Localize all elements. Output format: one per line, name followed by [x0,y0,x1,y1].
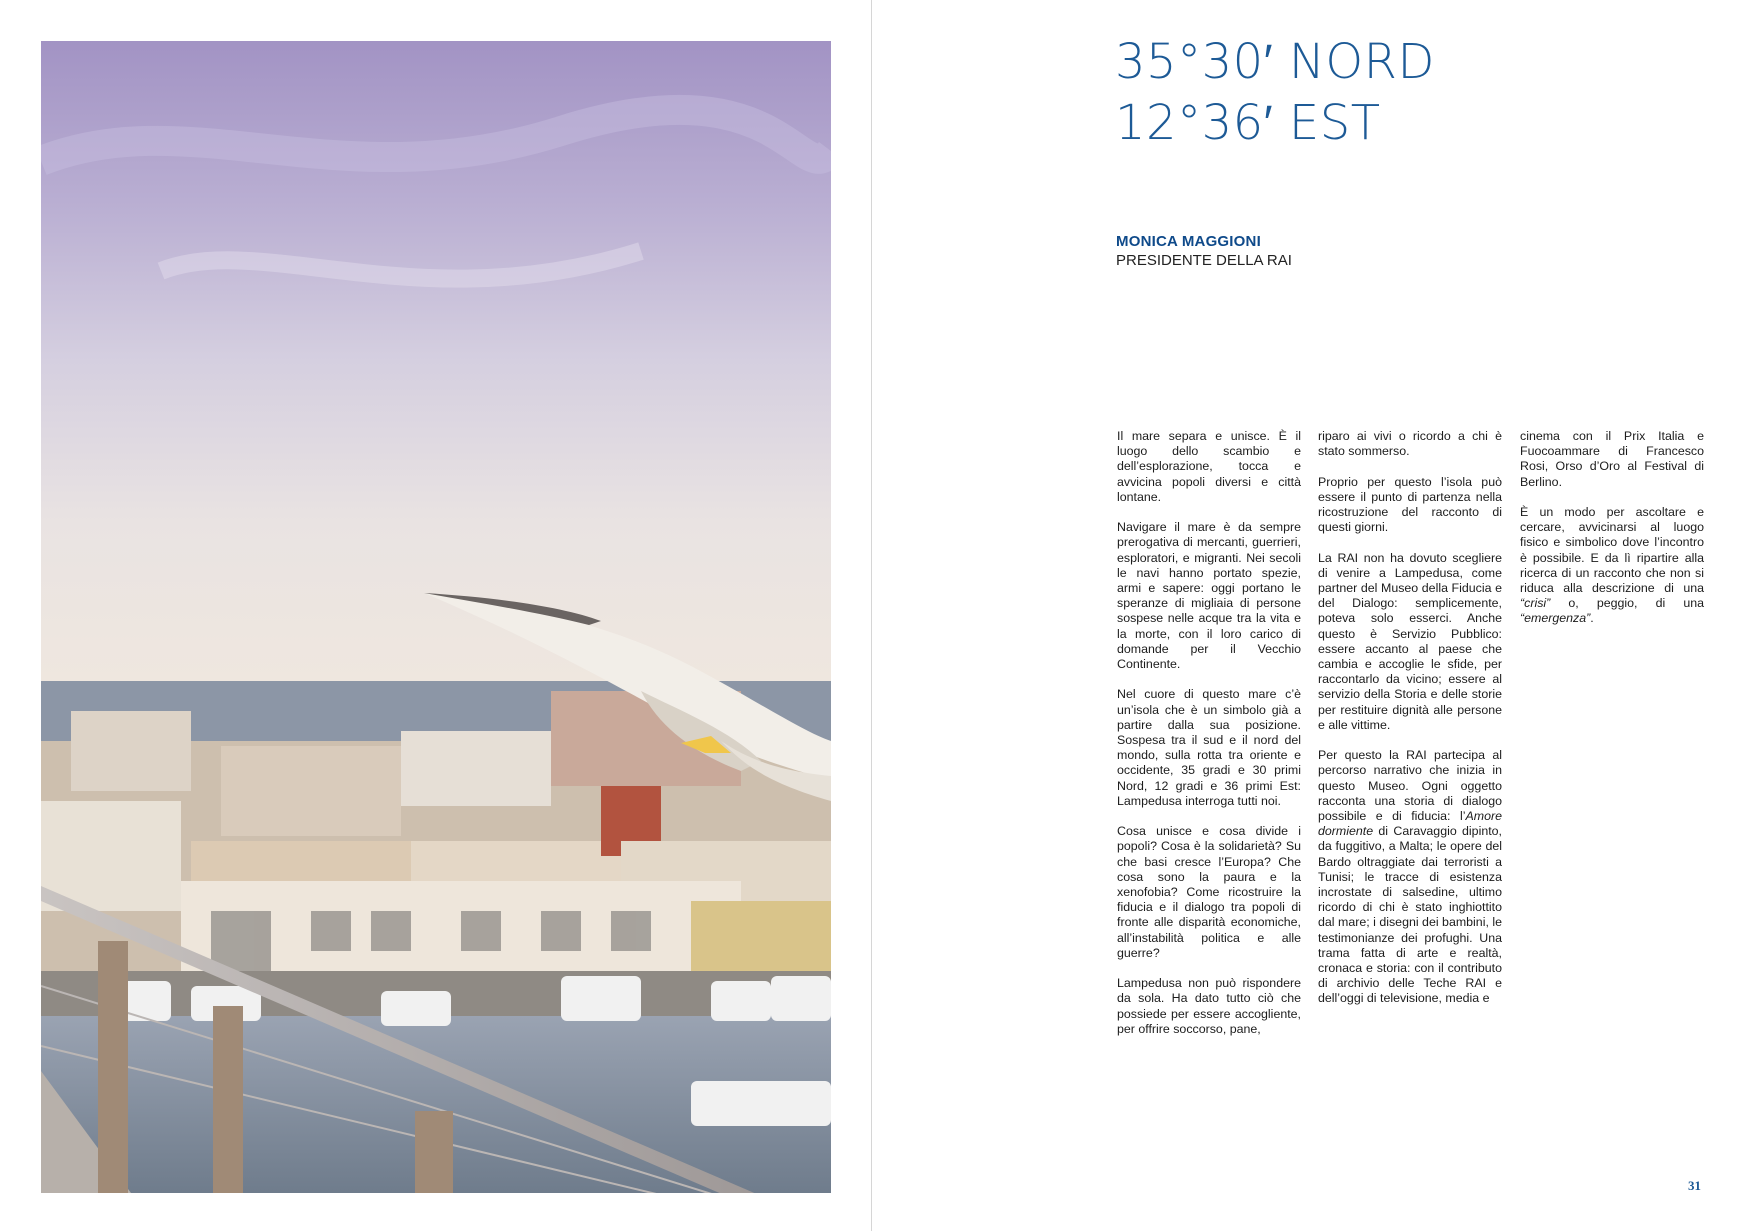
paragraph [1318,748,1502,1006]
paragraph: Cosa unisce e cosa divide i popoli? Cosa è la solidarietà? Su che basi cresce l’Europa? Che cosa sono la paura e la xenofobia? Come ricostruire la fiducia e il dialogo tra popoli di fronte alle disparità economiche, all’instabilità politica e alle guerre? [1117,824,1301,960]
author-name: MONICA MAGGIONI [1116,233,1261,250]
text-run: È un modo per ascoltare e cercare, avvicinarsi al luogo fisico e simbolico dove l’incontro è possibile. E da lì ripartire alla ricerca di un racconto che non si riduca alla descrizione di una [1520,505,1704,596]
page-gutter [871,0,872,1231]
paragraph: Nel cuore di questo mare c’è un’isola che è un simbolo già a partire dalla sua posizione. Sospesa tra il sud e il nord del mondo, sulla rotta tra oriente e occidente, 35 gradi e 30 primi Nord, 12 gradi e 36 primi Est: Lampedusa interroga tutti noi. [1117,687,1301,808]
paragraph [1520,505,1704,627]
text-column-2 [1318,429,1502,1022]
text-run: di Caravaggio dipinto, da fuggitivo, a Malta; le opere del Bardo oltraggiate dai terroristi a Tunisi; le tracce di esistenza incrostate di salsedine, ultimo ricordo di chi è stato inghiottito dal mare; i disegni dei bambini, le testimonianze dei profughi. Una trama fatta di arte e realtà, cronaca e storia: con il contributo di archivio delle Teche RAI e dell’oggi di televisione, media e [1318,824,1502,1006]
paragraph: Proprio per questo l’isola può essere il punto di partenza nella ricostruzione del racconto di questi giorni. [1318,474,1502,535]
page-number: 31 [1688,1178,1701,1193]
text-column-3 [1520,429,1704,642]
harbor-seagull-photo [41,41,831,1193]
paragraph: Il mare separa e unisce. È il luogo dello scambio e dell’esplorazione, tocca e avvicina popoli diversi e città lontane. [1117,429,1301,504]
text-column-1 [1117,429,1301,1052]
author-byline [1116,232,1292,270]
paragraph: cinema con il Prix Italia e Fuocoammare di Francesco Rosi, Orso d’Oro al Festival di Berlino. [1520,429,1704,489]
paragraph: riparo ai vivi o ricordo a chi è stato sommerso. [1318,429,1502,459]
emphasis: “emergenza” [1520,611,1591,626]
text-run: o, peggio, di una [1550,596,1704,611]
title-line-latitude: 35°30′ NORD [1115,34,1435,90]
paragraph: La RAI non ha dovuto scegliere di venire a Lampedusa, come partner del Museo della Fiducia e del Dialogo: semplicemente, poteva solo esserci. Anche questo è Servizio Pubblico: essere accanto al paese che cambia e accoglie le sfide, per raccontarlo da vicino; essere al servizio della Storia e delle storie per restituire dignità alle persone e alle vittime. [1318,550,1502,732]
page-title [1115,32,1435,154]
paragraph: Navigare il mare è da sempre prerogativa di mercanti, guerrieri, esploratori, e migranti. Nei secoli le navi hanno portato spezie, armi e sapere: oggi portano le speranze di migliaia di persone sospese nelle acque tra la vita e la morte, con il loro carico di domande per il Vecchio Continente. [1117,520,1301,672]
title-line-longitude: 12°36′ EST [1115,95,1381,151]
paragraph: Lampedusa non può rispondere da sola. Ha dato tutto ciò che possiede per essere accogliente, per offrire soccorso, pane, [1117,976,1301,1036]
text-run: . [1590,611,1594,626]
artwork-title: Amore dormiente [1318,809,1502,839]
text-run: Per questo la RAI partecipa al percorso narrativo che inizia in questo Museo. Ogni oggetto racconta una storia di dialogo possibile e di fiducia: l’ [1318,748,1502,824]
author-role: PRESIDENTE DELLA RAI [1116,252,1292,269]
emphasis: “crisi” [1520,596,1551,611]
